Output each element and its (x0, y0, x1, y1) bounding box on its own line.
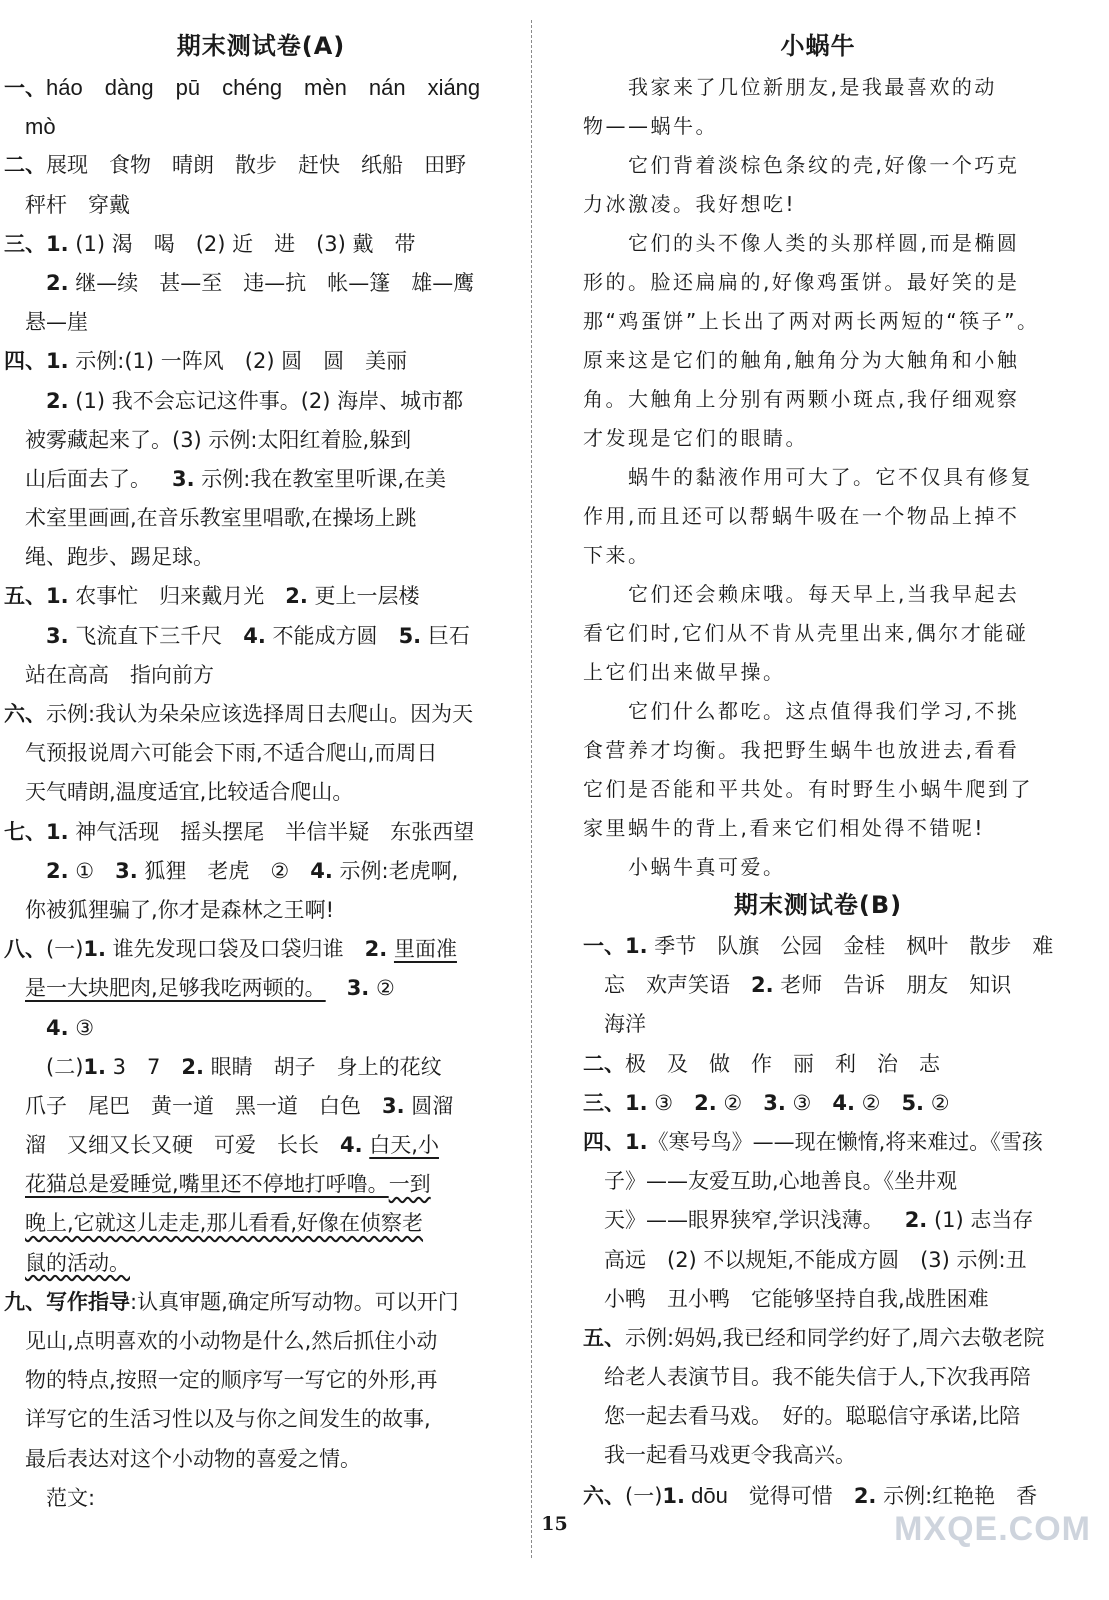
q3-line-3: 悬—崖 (25, 310, 88, 335)
q3-line: 三、1. (1) 渴 喝 (2) 近 进 (3) 戴 带 (4, 231, 416, 256)
q9-line-4: 详写它的生活习性以及与你之间发生的故事, (25, 1407, 431, 1432)
q7-line: 七、1. 神气活现 摇头摆尾 半信半疑 东张西望 (4, 819, 475, 844)
q3-line-2: 2. 继—续 甚—至 违—抗 帐—篷 雄—鹰 (46, 270, 475, 295)
q9-line-2: 见山,点明喜欢的小动物是什么,然后抓住小动 (25, 1329, 438, 1353)
q5-line: 五、1. 农事忙 归来戴月光 2. 更上一层楼 (4, 584, 420, 609)
q7-line-2: 2. ① 3. 狐狸 老虎 ② 4. 示例:老虎啊, (46, 858, 459, 883)
b4-line: 四、1.《寒号鸟》——现在懒惰,将来难过。《雪孩 (583, 1129, 1043, 1154)
test-a-title: 期末测试卷(A) (176, 32, 346, 60)
essay-line: 小蜗牛真可爱。 (583, 855, 786, 879)
essay-line: 它们还会赖床哦。每天早上,当我早起去 (583, 582, 1020, 606)
q9-line-5: 最后表达对这个小动物的喜爱之情。 (25, 1446, 361, 1471)
essay-line: 它们是否能和平共处。有时野生小蜗牛爬到了 (583, 777, 1033, 801)
right-column (583, 28, 1053, 1515)
test-b-title: 期末测试卷(B) (733, 891, 903, 919)
page-number: 15 (541, 1513, 568, 1535)
q9-line: 九、写作指导:认真审题,确定所写动物。可以开门 (4, 1289, 459, 1314)
q8-line-3: 4. ③ (46, 1015, 95, 1040)
q2-line: 二、展现 食物 晴朗 散步 赶快 纸船 田野 (4, 153, 466, 178)
q8-line-2: 是一大块肥肉,足够我吃两顿的。 3. ② (25, 976, 395, 1001)
q4-line-6: 绳、跑步、踢足球。 (25, 545, 214, 570)
essay-body (583, 68, 1053, 887)
b4-line-3: 天》——眼界狭窄,学识浅薄。 2. (1) 志当存 (604, 1208, 1034, 1233)
q6-line-3: 天气晴朗,温度适宜,比较适合爬山。 (25, 780, 354, 805)
q8-line-8: 晚上,它就这儿走走,那儿看看,好像在侦察老 (25, 1211, 424, 1236)
q4-line-5: 术室里画画,在音乐教室里唱歌,在操场上跳 (25, 506, 417, 531)
essay-line: 才发现是它们的眼睛。 (583, 426, 808, 450)
q8-line-7: 花猫总是爱睡觉,嘴里还不停地打呼噜。一到 (25, 1172, 431, 1197)
q1-line: 一、háo dàng pū chéng mèn nán xiáng (4, 75, 481, 100)
q1-line-2: mò (25, 114, 56, 140)
essay-line: 物——蜗牛。 (583, 114, 718, 138)
b6-line: 六、(一)1. dōu 觉得可惜 2. 示例:红艳艳 香 (583, 1482, 1038, 1508)
b5-line: 五、示例:妈妈,我已经和同学约好了,周六去敬老院 (583, 1325, 1045, 1350)
b3-line: 三、1. ③ 2. ② 3. ③ 4. ② 5. ② (583, 1090, 950, 1115)
essay-line: 食营养才均衡。我把野生蜗牛也放进去,看看 (583, 738, 1020, 762)
q4-line: 四、1. 示例:(1) 一阵风 (2) 圆 圆 美丽 (4, 349, 408, 374)
essay-line: 下来。 (583, 543, 651, 567)
essay-line: 原来这是它们的触角,触角分为大触角和小触 (583, 348, 1020, 372)
essay-line: 它们什么都吃。这点值得我们学习,不挑 (583, 699, 1020, 723)
essay-line: 力冰激凌。我好想吃! (583, 192, 797, 216)
column-divider (531, 20, 532, 1558)
b1-line-2: 忘 欢声笑语 2. 老师 告诉 朋友 知识 (604, 973, 1012, 998)
essay-line: 作用,而且还可以帮蜗牛吸在一个物品上掉不 (583, 504, 1020, 528)
q2-line-2: 秤杆 穿戴 (25, 192, 130, 217)
q9-line-6: 范文: (46, 1485, 96, 1510)
essay-line: 家里蜗牛的背上,看来它们相处得不错呢! (583, 816, 985, 840)
essay-line: 形的。脸还扁扁的,好像鸡蛋饼。最好笑的是 (583, 270, 1020, 294)
essay-line: 蜗牛的黏液作用可大了。它不仅具有修复 (583, 465, 1033, 489)
essay-title: 小蜗牛 (780, 32, 856, 60)
essay-line: 它们的头不像人类的头那样圆,而是椭圆 (583, 231, 1020, 255)
b5-line-3: 您一起去看马戏。 好的。聪聪信守承诺,比陪 (604, 1404, 1021, 1429)
q5-line-3: 站在高高 指向前方 (25, 662, 214, 687)
essay-line: 上它们出来做早操。 (583, 660, 786, 684)
b4-line-2: 子》——友爱互助,心地善良。《坐井观 (604, 1169, 958, 1194)
q8-line-6: 溜 又细又长又硬 可爱 长长 4. 白天,小 (25, 1133, 439, 1158)
essay-line: 我家来了几位新朋友,是我最喜欢的动 (583, 75, 997, 99)
q6-line: 六、示例:我认为朵朵应该选择周日去爬山。因为天 (4, 702, 474, 726)
b1-line: 一、1. 季节 队旗 公园 金桂 枫叶 散步 难 (583, 934, 1053, 958)
q8-line-5: 爪子 尾巴 黄一道 黑一道 白色 3. 圆溜 (25, 1093, 454, 1118)
b1-line-3: 海洋 (604, 1012, 646, 1037)
b5-line-4: 我一起看马戏更令我高兴。 (604, 1443, 856, 1468)
q4-line-2: 2. (1) 我不会忘记这件事。(2) 海岸、城市都 (46, 388, 464, 413)
essay-line: 那“鸡蛋饼”上长出了两对两长两短的“筷子”。 (583, 309, 1040, 333)
q4-line-3: 被雾藏起来了。(3) 示例:太阳红着脸,躲到 (25, 427, 412, 452)
left-column (4, 28, 518, 1518)
b4-line-4: 高远 (2) 不以规矩,不能成方圆 (3) 示例:丑 (604, 1247, 1027, 1272)
b4-line-5: 小鸭 丑小鸭 它能够坚持自我,战胜困难 (604, 1286, 989, 1311)
q6-line-2: 气预报说周六可能会下雨,不适合爬山,而周日 (25, 741, 438, 766)
essay-line: 它们背着淡棕色条纹的壳,好像一个巧克 (583, 153, 1020, 177)
essay-line: 看它们时,它们从不肯从壳里出来,偶尔才能碰 (583, 621, 1029, 645)
b5-line-2: 给老人表演节目。我不能失信于人,下次我再陪 (604, 1365, 1031, 1390)
watermark-logo: MXQE.COM (894, 1510, 1091, 1548)
q7-line-3: 你被狐狸骗了,你才是森林之王啊! (25, 897, 335, 922)
q5-line-2: 3. 飞流直下三千尺 4. 不能成方圆 5. 巨石 (46, 623, 470, 648)
q8-line: 八、(一)1. 谁先发现口袋及口袋归谁 2. 里面准 (4, 937, 457, 962)
q4-line-4: 山后面去了。 3. 示例:我在教室里听课,在美 (25, 466, 447, 491)
b2-line: 二、极 及 做 作 丽 利 治 志 (583, 1051, 940, 1076)
q8-line-4: (二)1. 3 7 2. 眼睛 胡子 身上的花纹 (46, 1054, 442, 1079)
essay-line: 角。大触角上分别有两颗小斑点,我仔细观察 (583, 387, 1020, 411)
q9-line-3: 物的特点,按照一定的顺序写一写它的外形,再 (25, 1368, 438, 1393)
q8-line-9: 鼠的活动。 (25, 1250, 130, 1275)
